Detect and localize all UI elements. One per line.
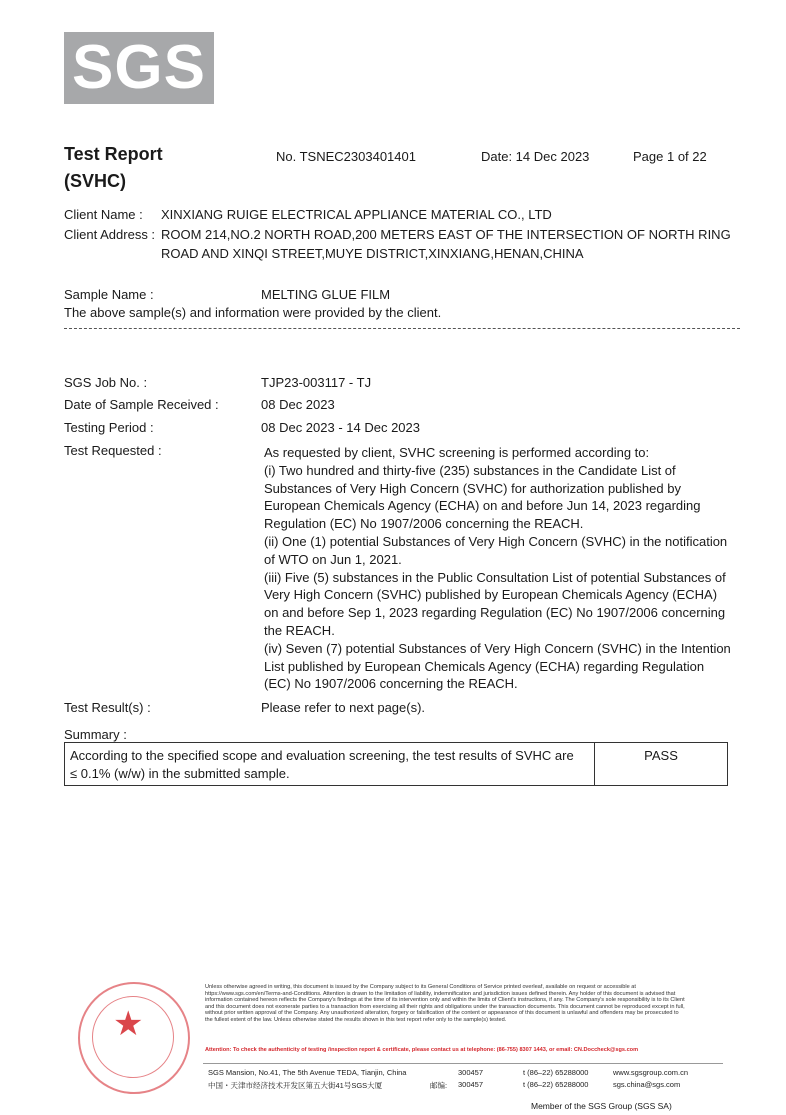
summary-text-line1: According to the specified scope and evaluation screening, the test results of SVHC are (70, 748, 574, 763)
requested-line: (ii) One (1) potential Substances of Very High Concern (SVHC) in the notification (264, 533, 728, 549)
sample-name-label: Sample Name : (64, 287, 154, 302)
requested-line: As requested by client, SVHC screening is performed according to: (264, 445, 650, 460)
sample-name-value: MELTING GLUE FILM (261, 287, 391, 302)
footer-disclaimer: Unless otherwise agreed in writing, this document is issued by the Company subject to its General Conditions of Service printed overleaf, available on request or accessible at https://www.sgs.com/en/Terms-and-Conditions. Attention is drawn to the limitation of liability, indemnification and jurisdiction issues defined therein. Any holder of this document is advised that information contained hereon reflects the Company's findings at the time of its intervention only and within the limits of Client's instructions, if any. The Company's sole responsibility is to its Client and this document does not exonerate parties to a transaction from exercising all their rights and obligations under the transaction documents. This document cannot be reproduced except in full, without prior written approval of the Company. Any unauthorized alteration, forgery or falsification of the content or appearance of this document is unlawful and offenders may be prosecuted to the fullest extent of the law. Unless otherwise stated the results shown in this test report refer only to the sample(s) tested. (205, 984, 685, 1023)
requested-line: List published by European Chemicals Agency (ECHA) regarding Regulation (264, 658, 705, 674)
footer-web-en: www.sgsgroup.com.cn (613, 1068, 689, 1077)
received-label: Date of Sample Received : (64, 397, 219, 412)
result-label: Test Result(s) : (64, 700, 151, 715)
sgs-logo: SGS (64, 32, 214, 104)
footer-email-cn: sgs.china@sgs.com (613, 1080, 681, 1089)
summary-text-line2: ≤ 0.1% (w/w) in the submitted sample. (70, 766, 290, 781)
job-no-label: SGS Job No. : (64, 375, 148, 390)
report-subtitle: (SVHC) (64, 171, 126, 191)
requested-line: of WTO on Jun 1, 2021. (264, 551, 402, 567)
requested-line: (i) Two hundred and thirty-five (235) substances in the Candidate List of (264, 462, 676, 478)
footer-postcode-cn: 300457 (458, 1080, 484, 1089)
requested-line: (EC) No 1907/2006 concerning the REACH. (264, 676, 518, 692)
period-value: 08 Dec 2023 - 14 Dec 2023 (261, 420, 420, 435)
requested-line: on and before Sep 1, 2023 regarding Regulation (EC) No 1907/2006 concerning (264, 605, 726, 621)
footer-phone-cn: t (86–22) 65288000 (523, 1080, 589, 1089)
result-value: Please refer to next page(s). (261, 700, 426, 715)
requested-line: (iii) Five (5) substances in the Public Consultation List of potential Substances of (264, 569, 726, 585)
requested-line: Substances of Very High Concern (SVHC) for authorization published by (264, 480, 681, 496)
requested-line: European Chemicals Agency (ECHA) on and before Jun 14, 2023 regarding (264, 498, 701, 514)
requested-line: (iv) Seven (7) potential Substances of Very High Concern (SVHC) in the Intention (264, 640, 731, 656)
footer-phone-en: t (86–22) 65288000 (523, 1068, 589, 1077)
footer-address-en: SGS Mansion, No.41, The 5th Avenue TEDA, Tianjin, China (208, 1068, 407, 1077)
job-no-value: TJP23-003117 - TJ (261, 375, 372, 390)
page-number: Page 1 of 22 (633, 149, 707, 164)
summary-result: PASS (644, 748, 678, 763)
footer-postcode-en: 300457 (458, 1068, 484, 1077)
received-value: 08 Dec 2023 (261, 397, 335, 412)
client-address-label: Client Address : (64, 227, 156, 242)
report-title: Test Report (64, 144, 163, 164)
summary-table (64, 742, 728, 786)
footer-postcode-cn-label: 邮编: (430, 1081, 448, 1090)
inspection-stamp (78, 982, 190, 1094)
dashed-divider (64, 328, 740, 329)
requested-line: Regulation (EC) No 1907/2006 concerning the REACH. (264, 516, 584, 532)
footer-attention: Attention: To check the authenticity of testing /inspection report & certificate, please contact us at telephone: (86-755) 8307 1443, or email: CN.Doccheck@sgs.com (205, 1047, 639, 1053)
client-name-label: Client Name : (64, 207, 143, 222)
sample-note: The above sample(s) and information were provided by the client. (64, 305, 442, 320)
requested-line: the REACH. (264, 622, 335, 638)
client-address-line2: ROAD AND XINQI STREET,MUYE DISTRICT,XINXIANG,HENAN,CHINA (161, 246, 584, 261)
star-icon: ★ (113, 1005, 144, 1043)
footer-rule (203, 1063, 723, 1064)
requested-text (264, 444, 731, 693)
requested-label: Test Requested : (64, 443, 162, 458)
footer-member: Member of the SGS Group (SGS SA) (531, 1101, 672, 1111)
requested-line: Very High Concern (SVHC) published by European Chemicals Agency (ECHA) (264, 587, 718, 603)
client-address-line1: ROOM 214,NO.2 NORTH ROAD,200 METERS EAST OF THE INTERSECTION OF NORTH RING (161, 227, 731, 242)
report-number: No. TSNEC2303401401 (276, 149, 416, 164)
summary-label: Summary : (64, 727, 127, 742)
client-name-value: XINXIANG RUIGE ELECTRICAL APPLIANCE MATERIAL CO., LTD (161, 207, 552, 222)
period-label: Testing Period : (64, 420, 154, 435)
footer-address-cn: 中国・天津市经济技术开发区第五大街41号SGS大厦 (208, 1081, 383, 1090)
report-date: Date: 14 Dec 2023 (481, 149, 590, 164)
